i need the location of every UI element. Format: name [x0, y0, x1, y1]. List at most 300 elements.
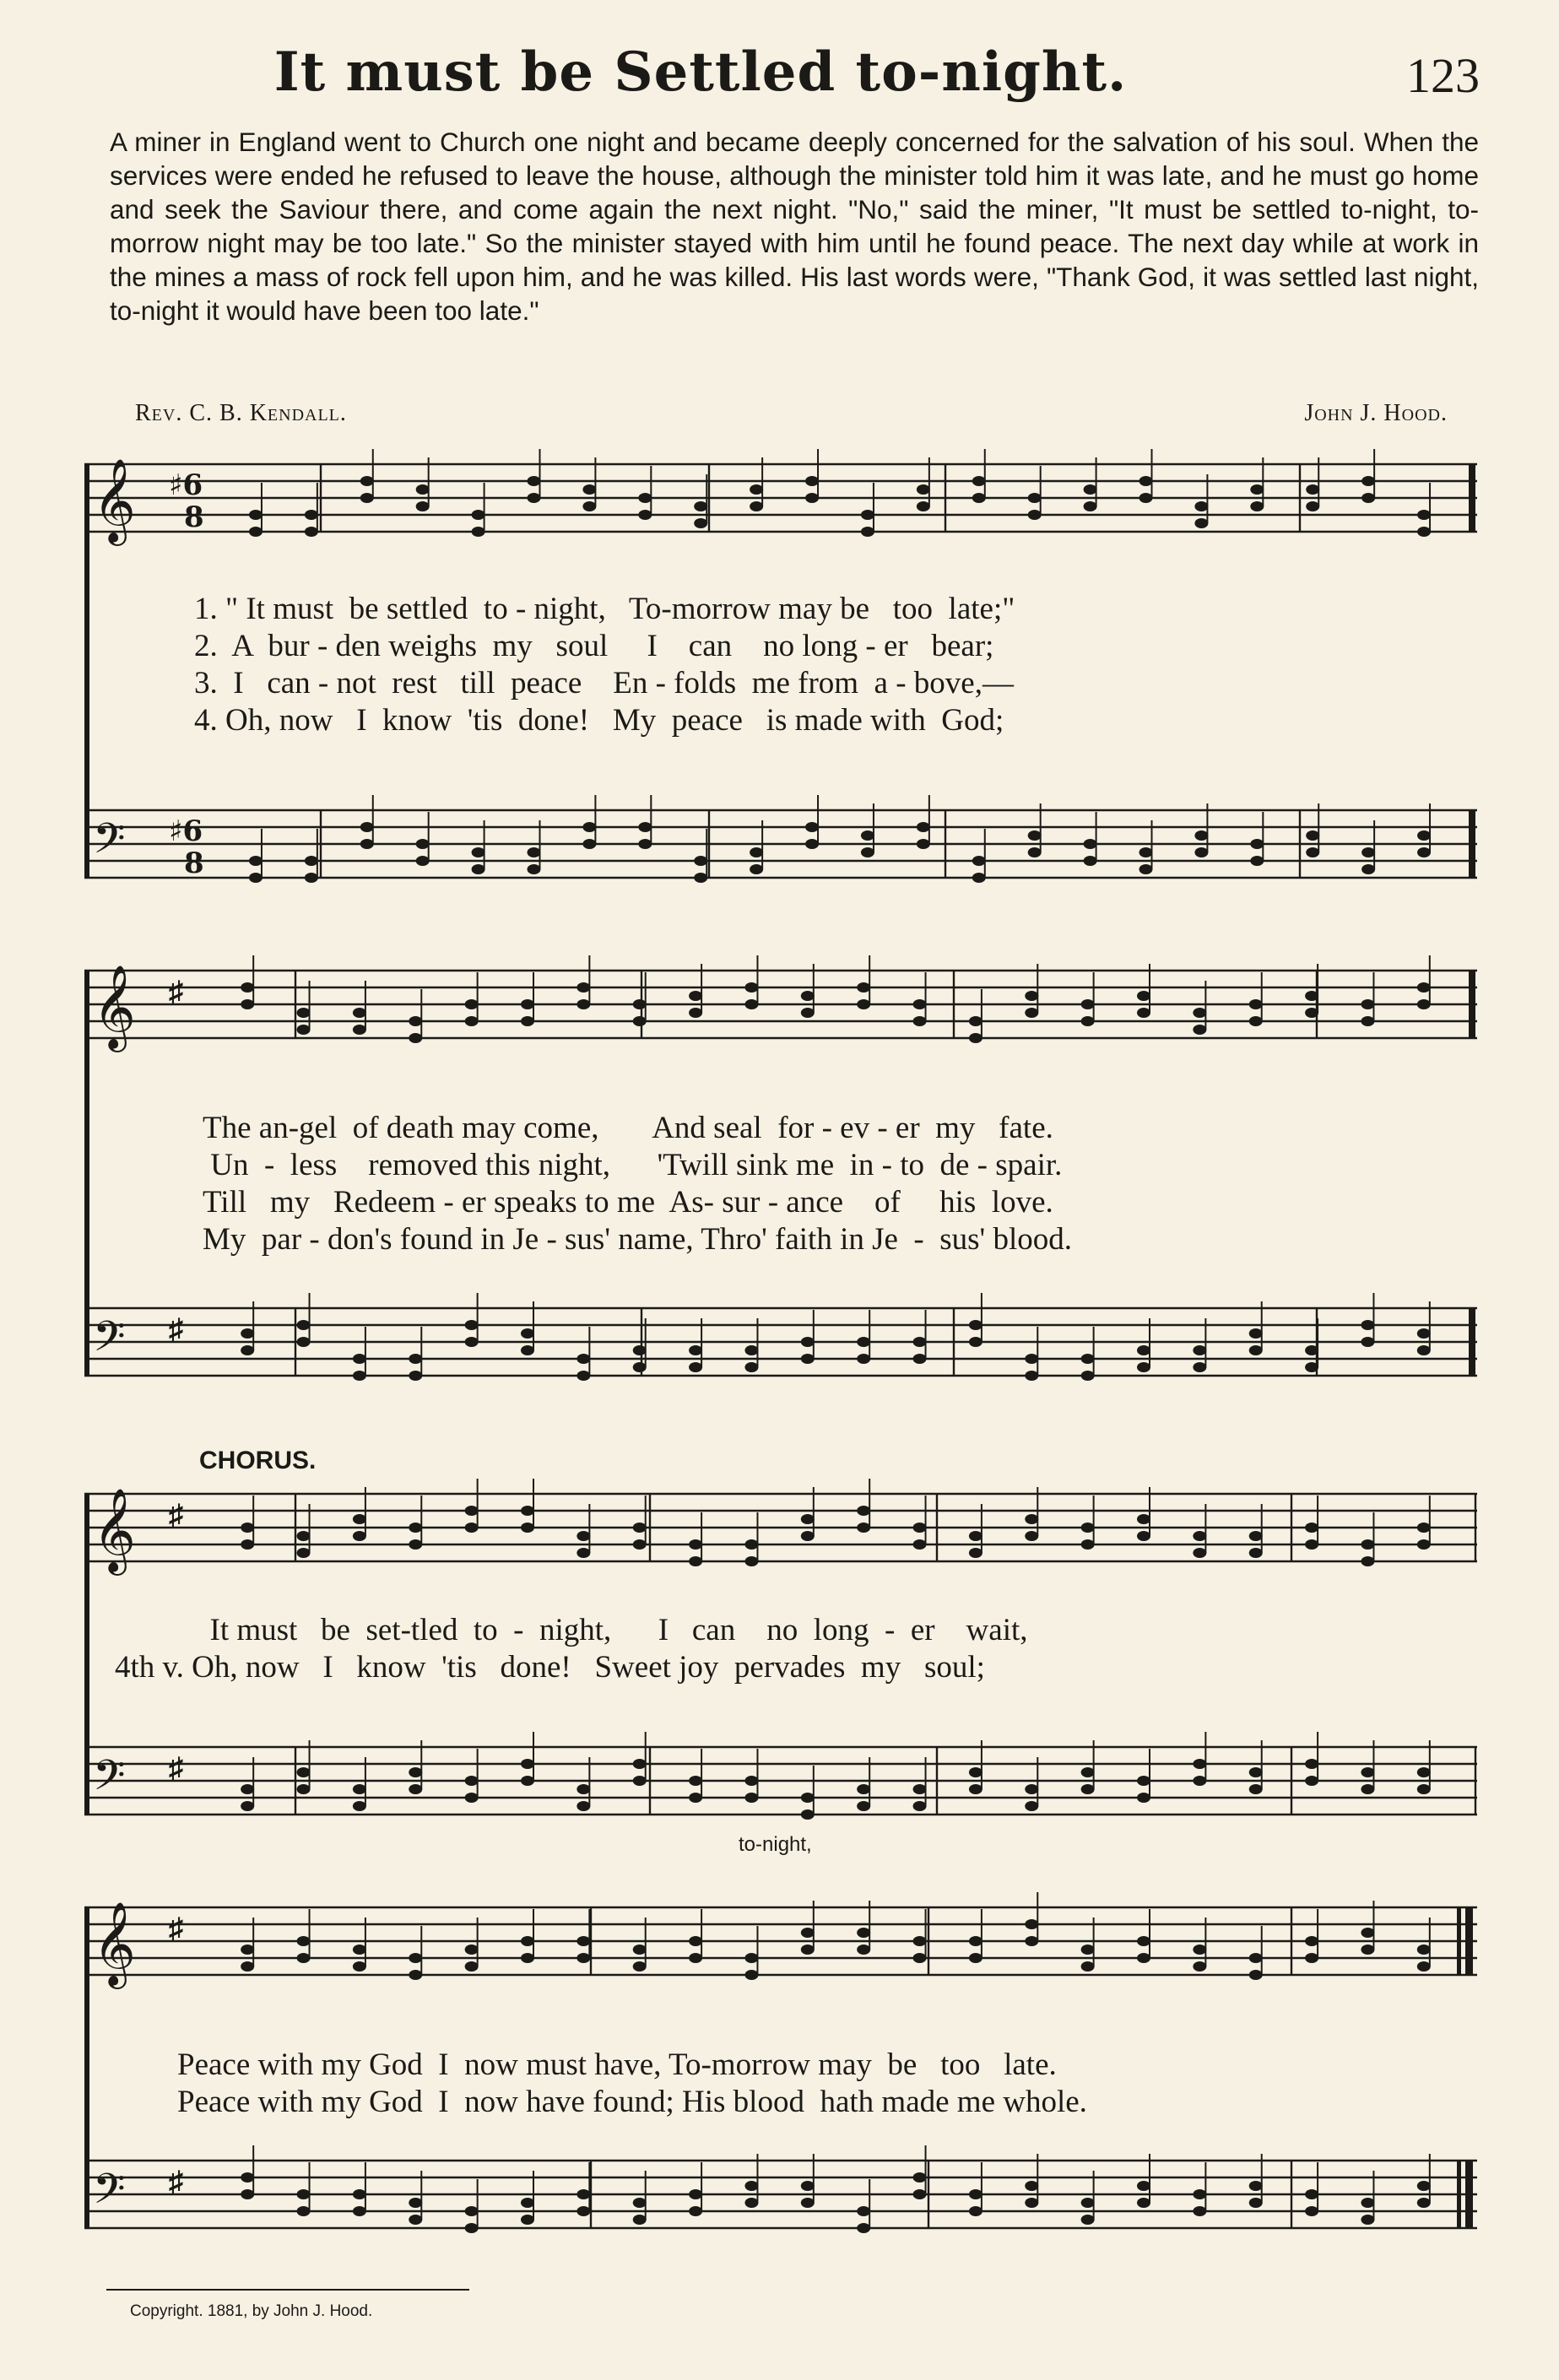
note-head — [1139, 476, 1153, 486]
note-head — [297, 1320, 311, 1330]
note-head — [744, 999, 758, 1009]
note-head — [689, 2189, 702, 2199]
note-head — [801, 1531, 815, 1541]
note-head — [241, 1523, 254, 1533]
note-head — [633, 1759, 647, 1769]
note-head — [913, 1523, 927, 1533]
note-head — [805, 493, 819, 503]
note-head — [1361, 1320, 1374, 1330]
note-head — [305, 873, 318, 883]
note-head — [689, 1008, 702, 1018]
note-head — [801, 991, 815, 1001]
note-head — [1249, 1970, 1263, 1980]
note-head — [472, 527, 485, 537]
note-head — [1361, 1945, 1374, 1955]
note-head — [969, 1936, 982, 1946]
note-head — [409, 1953, 422, 1963]
note-head — [521, 1345, 534, 1355]
note-head — [857, 982, 870, 993]
lyric-line: 3. I can - not rest till peace En - folds me from a - bove,— — [194, 666, 1014, 700]
note-head — [1193, 1531, 1206, 1541]
note-head — [1305, 1362, 1318, 1372]
note-head — [1139, 847, 1153, 857]
note-head — [689, 1953, 702, 1963]
note-head — [969, 2189, 982, 2199]
intro-paragraph: A miner in England went to Church one night and became deeply concerned for the salvation of his soul. When the services were ended he refused to leave the house, although the minister told him it was late, and he must go home and seek the Saviour there, and come again the next night. "No," said the miner, "It must be settled to-night, to-morrow night may be too late." So the minister stayed with him until he found peace. The next day while at work in the mines a mass of rock fell upon him, and he was killed. His last words were, "Thank God, it was settled last night, to-night it would have been too late." — [110, 127, 1479, 326]
note-head — [913, 1801, 927, 1811]
note-head — [577, 2189, 590, 2199]
note-head — [913, 1539, 927, 1550]
note-head — [353, 2206, 366, 2216]
note-head — [297, 1548, 311, 1558]
note-head — [353, 1008, 366, 1018]
note-head — [521, 2215, 534, 2225]
note-head — [744, 1953, 758, 1963]
note-head — [633, 1539, 647, 1550]
svg-text:𝄞: 𝄞 — [93, 458, 136, 543]
note-head — [1025, 2181, 1038, 2191]
note-head — [582, 822, 596, 832]
note-head — [1305, 2189, 1318, 2199]
note-head — [801, 1514, 815, 1524]
note-head — [1025, 1008, 1038, 1018]
note-head — [1137, 2198, 1150, 2208]
note-head — [582, 484, 596, 495]
note-head — [913, 2172, 927, 2183]
note-head — [633, 1945, 647, 1955]
music-system-4 — [84, 1882, 1477, 2270]
note-head — [528, 476, 541, 486]
note-head — [689, 2206, 702, 2216]
note-head — [521, 2198, 534, 2208]
svg-text:♯: ♯ — [169, 1753, 183, 1784]
note-head — [1305, 2206, 1318, 2216]
note-head — [1249, 1328, 1263, 1339]
note-head — [1025, 1514, 1038, 1524]
note-head — [241, 999, 254, 1009]
note-head — [241, 1784, 254, 1794]
divider — [106, 2289, 469, 2291]
note-head — [1193, 1961, 1206, 1972]
note-head — [465, 1337, 479, 1347]
note-head — [1361, 1784, 1374, 1794]
note-head — [241, 982, 254, 993]
note-head — [353, 1354, 366, 1364]
bass-annotation: to-night, — [739, 1833, 812, 1856]
note-head — [360, 839, 374, 849]
note-head — [1249, 1531, 1263, 1541]
note-head — [409, 1033, 422, 1043]
note-head — [913, 1354, 927, 1364]
note-head — [1249, 999, 1263, 1009]
note-head — [1137, 1776, 1150, 1786]
svg-text:♯: ♯ — [169, 976, 183, 1008]
lyric-line: 2. A bur - den weighs my soul I can no long - er bear; — [194, 629, 994, 663]
music-system-1 — [84, 439, 1477, 911]
lyric-line: 1. " It must be settled to - night, To-morrow may be too late;" — [194, 592, 1015, 626]
lyric-line: 4th v. Oh, now I know 'tis done! Sweet joy pervades my soul; — [115, 1650, 985, 1685]
note-head — [633, 1523, 647, 1533]
note-head — [521, 1759, 534, 1769]
note-head — [1193, 1759, 1206, 1769]
lyric-line: Peace with my God I now have found; His blood hath made me whole. — [177, 2085, 1087, 2119]
note-head — [465, 1016, 479, 1026]
note-head — [638, 839, 652, 849]
note-head — [744, 2198, 758, 2208]
note-head — [1250, 484, 1264, 495]
note-head — [1305, 1936, 1318, 1946]
note-head — [917, 501, 930, 511]
note-head — [528, 847, 541, 857]
note-head — [1417, 1539, 1431, 1550]
composer-credit: John J. Hood. — [1304, 400, 1448, 426]
note-head — [801, 2198, 815, 2208]
note-head — [1249, 1345, 1263, 1355]
note-head — [1249, 1784, 1263, 1794]
note-head — [1139, 864, 1153, 874]
note-head — [1305, 1345, 1318, 1355]
svg-text:♯6: ♯6 — [169, 814, 203, 848]
note-head — [577, 1531, 590, 1541]
note-head — [577, 1784, 590, 1794]
note-head — [744, 982, 758, 993]
note-head — [297, 2189, 311, 2199]
note-head — [913, 2189, 927, 2199]
note-head — [633, 1362, 647, 1372]
note-head — [521, 1953, 534, 1963]
note-head — [1081, 2215, 1095, 2225]
note-head — [297, 1008, 311, 1018]
hymn-title: It must be Settled to-night. — [273, 41, 1128, 104]
note-head — [353, 1371, 366, 1381]
note-head — [689, 1556, 702, 1566]
note-head — [744, 1776, 758, 1786]
note-head — [416, 501, 430, 511]
note-head — [1306, 847, 1319, 857]
note-head — [972, 476, 986, 486]
note-head — [1025, 1371, 1038, 1381]
note-head — [249, 856, 263, 866]
note-head — [969, 1784, 982, 1794]
note-head — [1194, 830, 1208, 841]
note-head — [1081, 1767, 1095, 1777]
note-head — [857, 1506, 870, 1516]
note-head — [1081, 1523, 1095, 1533]
svg-text:♯: ♯ — [169, 1913, 183, 1945]
note-head — [1361, 1767, 1374, 1777]
svg-text:𝄞: 𝄞 — [93, 1488, 136, 1572]
svg-text:♯: ♯ — [169, 2166, 183, 2198]
note-head — [1025, 991, 1038, 1001]
note-head — [1361, 1556, 1374, 1566]
note-head — [633, 2198, 647, 2208]
note-head — [689, 1793, 702, 1803]
note-head — [857, 2206, 870, 2216]
note-head — [1081, 1539, 1095, 1550]
note-head — [633, 1345, 647, 1355]
note-head — [577, 1371, 590, 1381]
note-head — [297, 1784, 311, 1794]
note-head — [577, 1953, 590, 1963]
note-head — [744, 1556, 758, 1566]
note-head — [1028, 847, 1042, 857]
note-head — [409, 1970, 422, 1980]
note-head — [1417, 1961, 1431, 1972]
note-head — [969, 1320, 982, 1330]
svg-text:𝄢: 𝄢 — [93, 814, 126, 874]
note-head — [633, 2215, 647, 2225]
note-head — [1193, 1548, 1206, 1558]
note-head — [1417, 1784, 1431, 1794]
note-head — [1084, 839, 1097, 849]
note-head — [689, 991, 702, 1001]
note-head — [416, 856, 430, 866]
note-head — [857, 1945, 870, 1955]
note-head — [805, 476, 819, 486]
note-head — [689, 1539, 702, 1550]
lyric-line: Peace with my God I now must have, To-morrow may be too late. — [177, 2047, 1057, 2082]
lyric-line: It must be set-tled to - night, I can no long - er wait, — [194, 1613, 1028, 1647]
lyric-line: 4. Oh, now I know 'tis done! My peace is made with God; — [194, 703, 1004, 738]
note-head — [1361, 1928, 1374, 1938]
svg-text:𝄞: 𝄞 — [93, 1901, 136, 1986]
note-head — [1250, 501, 1264, 511]
note-head — [633, 999, 647, 1009]
note-head — [861, 830, 874, 841]
note-head — [305, 527, 318, 537]
svg-text:𝄞: 𝄞 — [93, 965, 136, 1049]
note-head — [638, 510, 652, 520]
lyric-line: Un - less removed this night, 'Twill sink me in - to de - spair. — [203, 1148, 1063, 1182]
note-head — [1081, 1784, 1095, 1794]
note-head — [465, 999, 479, 1009]
note-head — [528, 864, 541, 874]
note-head — [409, 1371, 422, 1381]
note-head — [409, 1539, 422, 1550]
note-head — [297, 1337, 311, 1347]
note-head — [353, 1945, 366, 1955]
note-head — [1081, 1016, 1095, 1026]
note-head — [1194, 501, 1208, 511]
note-head — [521, 999, 534, 1009]
note-head — [1249, 1016, 1263, 1026]
note-head — [1305, 991, 1318, 1001]
note-head — [1249, 2181, 1263, 2191]
svg-text:8: 8 — [184, 847, 204, 880]
note-head — [577, 1801, 590, 1811]
note-head — [917, 822, 930, 832]
note-head — [1137, 1936, 1150, 1946]
note-head — [969, 1548, 982, 1558]
note-head — [1193, 1362, 1206, 1372]
note-head — [1305, 1759, 1318, 1769]
note-head — [297, 1531, 311, 1541]
note-head — [1081, 1371, 1095, 1381]
note-head — [472, 864, 485, 874]
svg-text:♯6: ♯6 — [169, 468, 203, 502]
note-head — [1193, 1008, 1206, 1018]
note-head — [689, 1362, 702, 1372]
music-system-3 — [84, 1443, 1477, 1865]
note-head — [1193, 1776, 1206, 1786]
note-head — [1081, 1945, 1095, 1955]
note-head — [917, 484, 930, 495]
note-head — [1361, 2198, 1374, 2208]
note-head — [689, 1936, 702, 1946]
note-head — [1249, 1767, 1263, 1777]
note-head — [1417, 999, 1431, 1009]
note-head — [353, 1961, 366, 1972]
note-head — [744, 1362, 758, 1372]
copyright-notice: Copyright. 1881, by John J. Hood. — [130, 2302, 373, 2320]
note-head — [1305, 1776, 1318, 1786]
note-head — [689, 1345, 702, 1355]
note-head — [465, 1793, 479, 1803]
note-head — [1193, 2206, 1206, 2216]
note-head — [305, 856, 318, 866]
note-head — [249, 510, 263, 520]
note-head — [1028, 830, 1042, 841]
note-head — [353, 1025, 366, 1035]
note-head — [857, 1801, 870, 1811]
note-head — [1361, 493, 1375, 503]
note-head — [1028, 510, 1042, 520]
note-head — [465, 1506, 479, 1516]
note-head — [1025, 1801, 1038, 1811]
note-head — [1361, 864, 1375, 874]
lyric-line: Till my Redeem - er speaks to me As- sur - ance of his love. — [203, 1185, 1053, 1220]
note-head — [409, 1784, 422, 1794]
note-head — [1361, 999, 1374, 1009]
note-head — [972, 856, 986, 866]
note-head — [917, 839, 930, 849]
note-head — [297, 1936, 311, 1946]
note-head — [409, 2198, 422, 2208]
note-head — [969, 1767, 982, 1777]
note-head — [297, 2206, 311, 2216]
note-head — [1306, 830, 1319, 841]
note-head — [1193, 2189, 1206, 2199]
note-head — [353, 1514, 366, 1524]
note-head — [1361, 1337, 1374, 1347]
note-head — [694, 518, 707, 528]
note-head — [913, 999, 927, 1009]
svg-text:♯: ♯ — [169, 1314, 183, 1345]
note-head — [913, 1016, 927, 1026]
note-head — [1081, 999, 1095, 1009]
note-head — [472, 847, 485, 857]
note-head — [750, 847, 763, 857]
note-head — [465, 1961, 479, 1972]
note-head — [969, 1033, 982, 1043]
note-head — [582, 839, 596, 849]
note-head — [1193, 1025, 1206, 1035]
note-head — [1417, 847, 1431, 857]
note-head — [409, 2215, 422, 2225]
note-head — [744, 1793, 758, 1803]
note-head — [1417, 527, 1431, 537]
note-head — [409, 1354, 422, 1364]
note-head — [1025, 1531, 1038, 1541]
note-head — [969, 1531, 982, 1541]
note-head — [1025, 2198, 1038, 2208]
note-head — [1417, 1328, 1431, 1339]
note-head — [1081, 1961, 1095, 1972]
note-head — [241, 1801, 254, 1811]
lyricist-credit: Rev. C. B. Kendall. — [135, 400, 347, 426]
note-head — [1306, 484, 1319, 495]
note-head — [465, 1320, 479, 1330]
note-head — [638, 822, 652, 832]
note-head — [416, 484, 430, 495]
note-head — [801, 1809, 815, 1820]
note-head — [241, 1945, 254, 1955]
note-head — [972, 873, 986, 883]
note-head — [1417, 2181, 1431, 2191]
note-head — [1250, 839, 1264, 849]
note-head — [241, 1961, 254, 1972]
note-head — [1361, 1539, 1374, 1550]
note-head — [521, 1328, 534, 1339]
note-head — [1250, 856, 1264, 866]
note-head — [1249, 1953, 1263, 1963]
note-head — [1025, 1936, 1038, 1946]
note-head — [969, 1016, 982, 1026]
note-head — [1361, 476, 1375, 486]
note-head — [1249, 1548, 1263, 1558]
note-head — [801, 1008, 815, 1018]
note-head — [861, 847, 874, 857]
note-head — [801, 1354, 815, 1364]
note-head — [353, 1784, 366, 1794]
note-head — [694, 856, 707, 866]
note-head — [353, 1801, 366, 1811]
note-head — [416, 839, 430, 849]
note-head — [801, 2181, 815, 2191]
note-head — [1417, 982, 1431, 993]
note-head — [465, 2206, 479, 2216]
svg-text:𝄢: 𝄢 — [93, 1312, 126, 1371]
note-head — [249, 873, 263, 883]
note-head — [1084, 501, 1097, 511]
note-head — [857, 1523, 870, 1533]
note-head — [861, 510, 874, 520]
note-head — [465, 1945, 479, 1955]
note-head — [857, 1784, 870, 1794]
note-head — [465, 1523, 479, 1533]
note-head — [1417, 1767, 1431, 1777]
note-head — [1137, 1345, 1150, 1355]
note-head — [465, 2223, 479, 2233]
note-head — [1305, 1523, 1318, 1533]
note-head — [241, 2189, 254, 2199]
note-head — [1305, 1008, 1318, 1018]
note-head — [1081, 1354, 1095, 1364]
note-head — [1025, 1919, 1038, 1929]
note-head — [577, 982, 590, 993]
note-head — [744, 1539, 758, 1550]
note-head — [521, 1506, 534, 1516]
note-head — [633, 1961, 647, 1972]
lyric-line: The an-gel of death may come, And seal for - ev - er my fate. — [203, 1111, 1053, 1145]
note-head — [577, 1936, 590, 1946]
note-head — [1137, 2181, 1150, 2191]
note-head — [1194, 518, 1208, 528]
svg-text:𝄢: 𝄢 — [93, 1751, 126, 1810]
note-head — [577, 999, 590, 1009]
note-head — [913, 1953, 927, 1963]
note-head — [1084, 856, 1097, 866]
